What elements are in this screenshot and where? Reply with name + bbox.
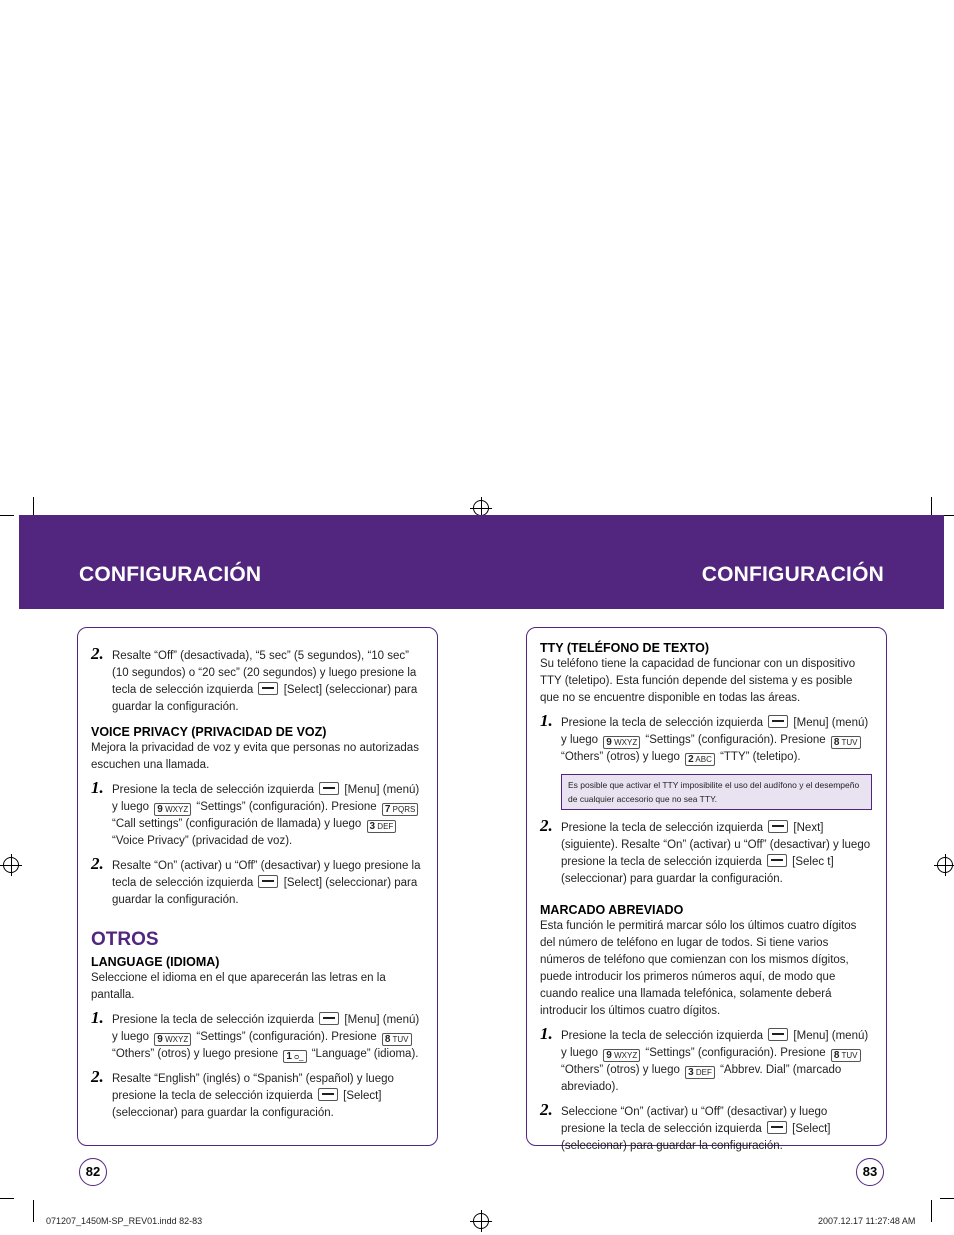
step-text: Presione la tecla de selección izquierda (112, 784, 315, 796)
page-number-left: 82 (79, 1158, 107, 1186)
step-number: 2. (540, 1100, 553, 1119)
step-item (91, 1067, 426, 1122)
left-softkey-icon (319, 1012, 339, 1025)
key-7-icon: 7 PQRS (382, 803, 418, 816)
step-number: 2. (91, 854, 104, 873)
crop-mark (33, 1200, 34, 1222)
step-number: 1. (540, 1024, 553, 1043)
section-heading: LANGUAGE (IDIOMA) (91, 955, 220, 969)
registration-mark-icon (3, 857, 19, 873)
crop-mark (0, 1198, 14, 1199)
left-softkey-icon (767, 1121, 787, 1134)
step-text: “Call settings” (configuración de llamada) y luego (112, 818, 362, 830)
step-number: 2. (540, 816, 553, 835)
section-title: OTROS (91, 929, 159, 950)
key-9-icon: 9 WXYZ (154, 1033, 191, 1046)
left-softkey-icon (258, 875, 278, 888)
step-text: Presione la tecla de selección izquierda (561, 717, 764, 729)
crop-mark (0, 515, 14, 516)
page-title-right: CONFIGURACIÓN (701, 563, 884, 586)
step-number: 1. (91, 1008, 104, 1027)
section-heading: VOICE PRIVACY (PRIVACIDAD DE VOZ) (91, 725, 327, 739)
step-item (91, 644, 426, 716)
left-softkey-icon (319, 782, 339, 795)
section-description: Mejora la privacidad de voz y evita que personas no autorizadas escuchen una llamada. (91, 742, 419, 771)
step-text: “Settings” (configuración). Presione (645, 734, 826, 746)
step-text: Presione la tecla de selección izquierda (561, 822, 764, 834)
step-item (91, 1008, 426, 1063)
key-2-icon: 2 ABC (685, 753, 715, 766)
step-item (91, 854, 426, 909)
step-text: Resalte “On” (activar) u “Off” (desactivar) y luego presione la tecla de selección izquierda (112, 860, 421, 889)
step-text: [Select] (seleccionar) para guardar la configuración. (112, 684, 418, 713)
left-softkey-icon (767, 854, 787, 867)
key-9-icon: 9 WXYZ (603, 736, 640, 749)
step-text: [Next] (siguiente). Resalte “On” (activar) u “Off” (desactivar) y luego presione la tecla de selección izquierda (561, 822, 871, 868)
step-text: [Menu] (menú) y luego (561, 717, 869, 746)
key-3-icon: 3 DEF (367, 820, 397, 833)
key-8-icon: 8 TUV (831, 1049, 861, 1062)
step-text: [Select] (seleccionar) para guardar la configuración. (112, 877, 418, 906)
page-number-right: 83 (856, 1158, 884, 1186)
step-text: Seleccione “On” (activar) u “Off” (desactivar) y luego presione la tecla de selección izquierda (561, 1106, 828, 1135)
step-text: Presione la tecla de selección izquierda (561, 1030, 764, 1042)
left-softkey-icon (258, 682, 278, 695)
step-text: Resalte “English” (inglés) o “Spanish” (español) y luego presione la tecla de selección izquierda (112, 1073, 394, 1102)
step-text: “Abbrev. Dial” (marcado abreviado). (561, 1064, 842, 1093)
left-softkey-icon (318, 1088, 338, 1101)
crop-mark (940, 1198, 954, 1199)
footer-timestamp: 2007.12.17 11:27:48 AM (818, 1216, 916, 1226)
registration-mark-icon (473, 1213, 489, 1229)
step-number: 2. (91, 644, 104, 663)
step-number: 2. (91, 1067, 104, 1086)
step-item (540, 1100, 872, 1155)
step-text: “TTY” (teletipo). (720, 751, 801, 763)
key-9-icon: 9 WXYZ (154, 803, 191, 816)
left-content (91, 640, 426, 1130)
key-8-icon: 8 TUV (382, 1033, 412, 1046)
footer-filename: 071207_1450M-SP_REV01.indd 82-83 (46, 1216, 203, 1226)
header-banner (19, 515, 944, 609)
step-text: “Language” (idioma). (311, 1048, 419, 1060)
step-item (540, 816, 872, 888)
step-number: 1. (540, 711, 553, 730)
key-9-icon: 9 WXYZ (603, 1049, 640, 1062)
step-text: “Others” (otros) y luego (561, 1064, 680, 1076)
step-text: “Others” (otros) y luego presione (112, 1048, 279, 1060)
step-text: “Settings” (configuración). Presione (645, 1047, 826, 1059)
registration-mark-icon (937, 857, 953, 873)
step-text: Resalte “Off” (desactivada), “5 sec” (5 segundos), “10 sec” (10 segundos) o “20 sec” (20 segundos) y luego presione la tecla de selección izquierda (112, 650, 417, 696)
step-text: [Select] (seleccionar) para guardar la configuración. (561, 1123, 831, 1152)
key-1-icon: 1 ᴑ_ (283, 1050, 306, 1063)
step-text: “Others” (otros) y luego (561, 751, 680, 763)
step-item (540, 711, 872, 766)
section-description: Seleccione el idioma en el que aparecerán las letras en la pantalla. (91, 972, 386, 1001)
step-number: 1. (91, 778, 104, 797)
left-softkey-icon (768, 715, 788, 728)
left-softkey-icon (768, 820, 788, 833)
section-description: Su teléfono tiene la capacidad de funcionar con un dispositivo TTY (teletipo). Esta función depende del sistema y es posible que no se encuentre disponible en todas las áreas. (540, 658, 856, 704)
key-3-icon: 3 DEF (685, 1066, 715, 1079)
registration-mark-icon (473, 500, 489, 516)
page-title-left: CONFIGURACIÓN (79, 563, 262, 586)
note-box: Es posible que activar el TTY imposibilite el uso del audífono y el desempeño de cualquier accesorio que no sea TTY. (561, 774, 872, 810)
step-item (540, 1024, 872, 1096)
step-text: [Menu] (menú) y luego (561, 1030, 869, 1059)
step-text: “Voice Privacy” (privacidad de voz). (112, 835, 293, 847)
section-heading: TTY (TELÉFONO DE TEXTO) (540, 641, 709, 655)
step-text: “Settings” (configuración). Presione (196, 1031, 377, 1043)
key-8-icon: 8 TUV (831, 736, 861, 749)
right-content (540, 634, 872, 1163)
step-text: [Menu] (menú) y luego (112, 784, 420, 813)
section-heading: MARCADO ABREVIADO (540, 903, 684, 917)
left-softkey-icon (768, 1028, 788, 1041)
step-text: [Selec t] (seleccionar) para guardar la configuración. (561, 856, 834, 885)
step-text: “Settings” (configuración). Presione (196, 801, 377, 813)
crop-mark (931, 1200, 932, 1222)
step-text: Presione la tecla de selección izquierda (112, 1014, 315, 1026)
step-item (91, 778, 426, 850)
section-description: Esta función le permitirá marcar sólo los últimos cuatro dígitos del número de teléfono en lugar de todos. Si tiene varios números de teléfono que comienzan con los mismos dígitos, puede introducir los primeros números aquí, de modo que cuando realice una llamada telefónica, solamente deberá introducir los últimos cuatro dígitos. (540, 920, 857, 1017)
step-text: [Select] (seleccionar) para guardar la configuración. (112, 1090, 382, 1119)
step-text: [Menu] (menú) y luego (112, 1014, 420, 1043)
